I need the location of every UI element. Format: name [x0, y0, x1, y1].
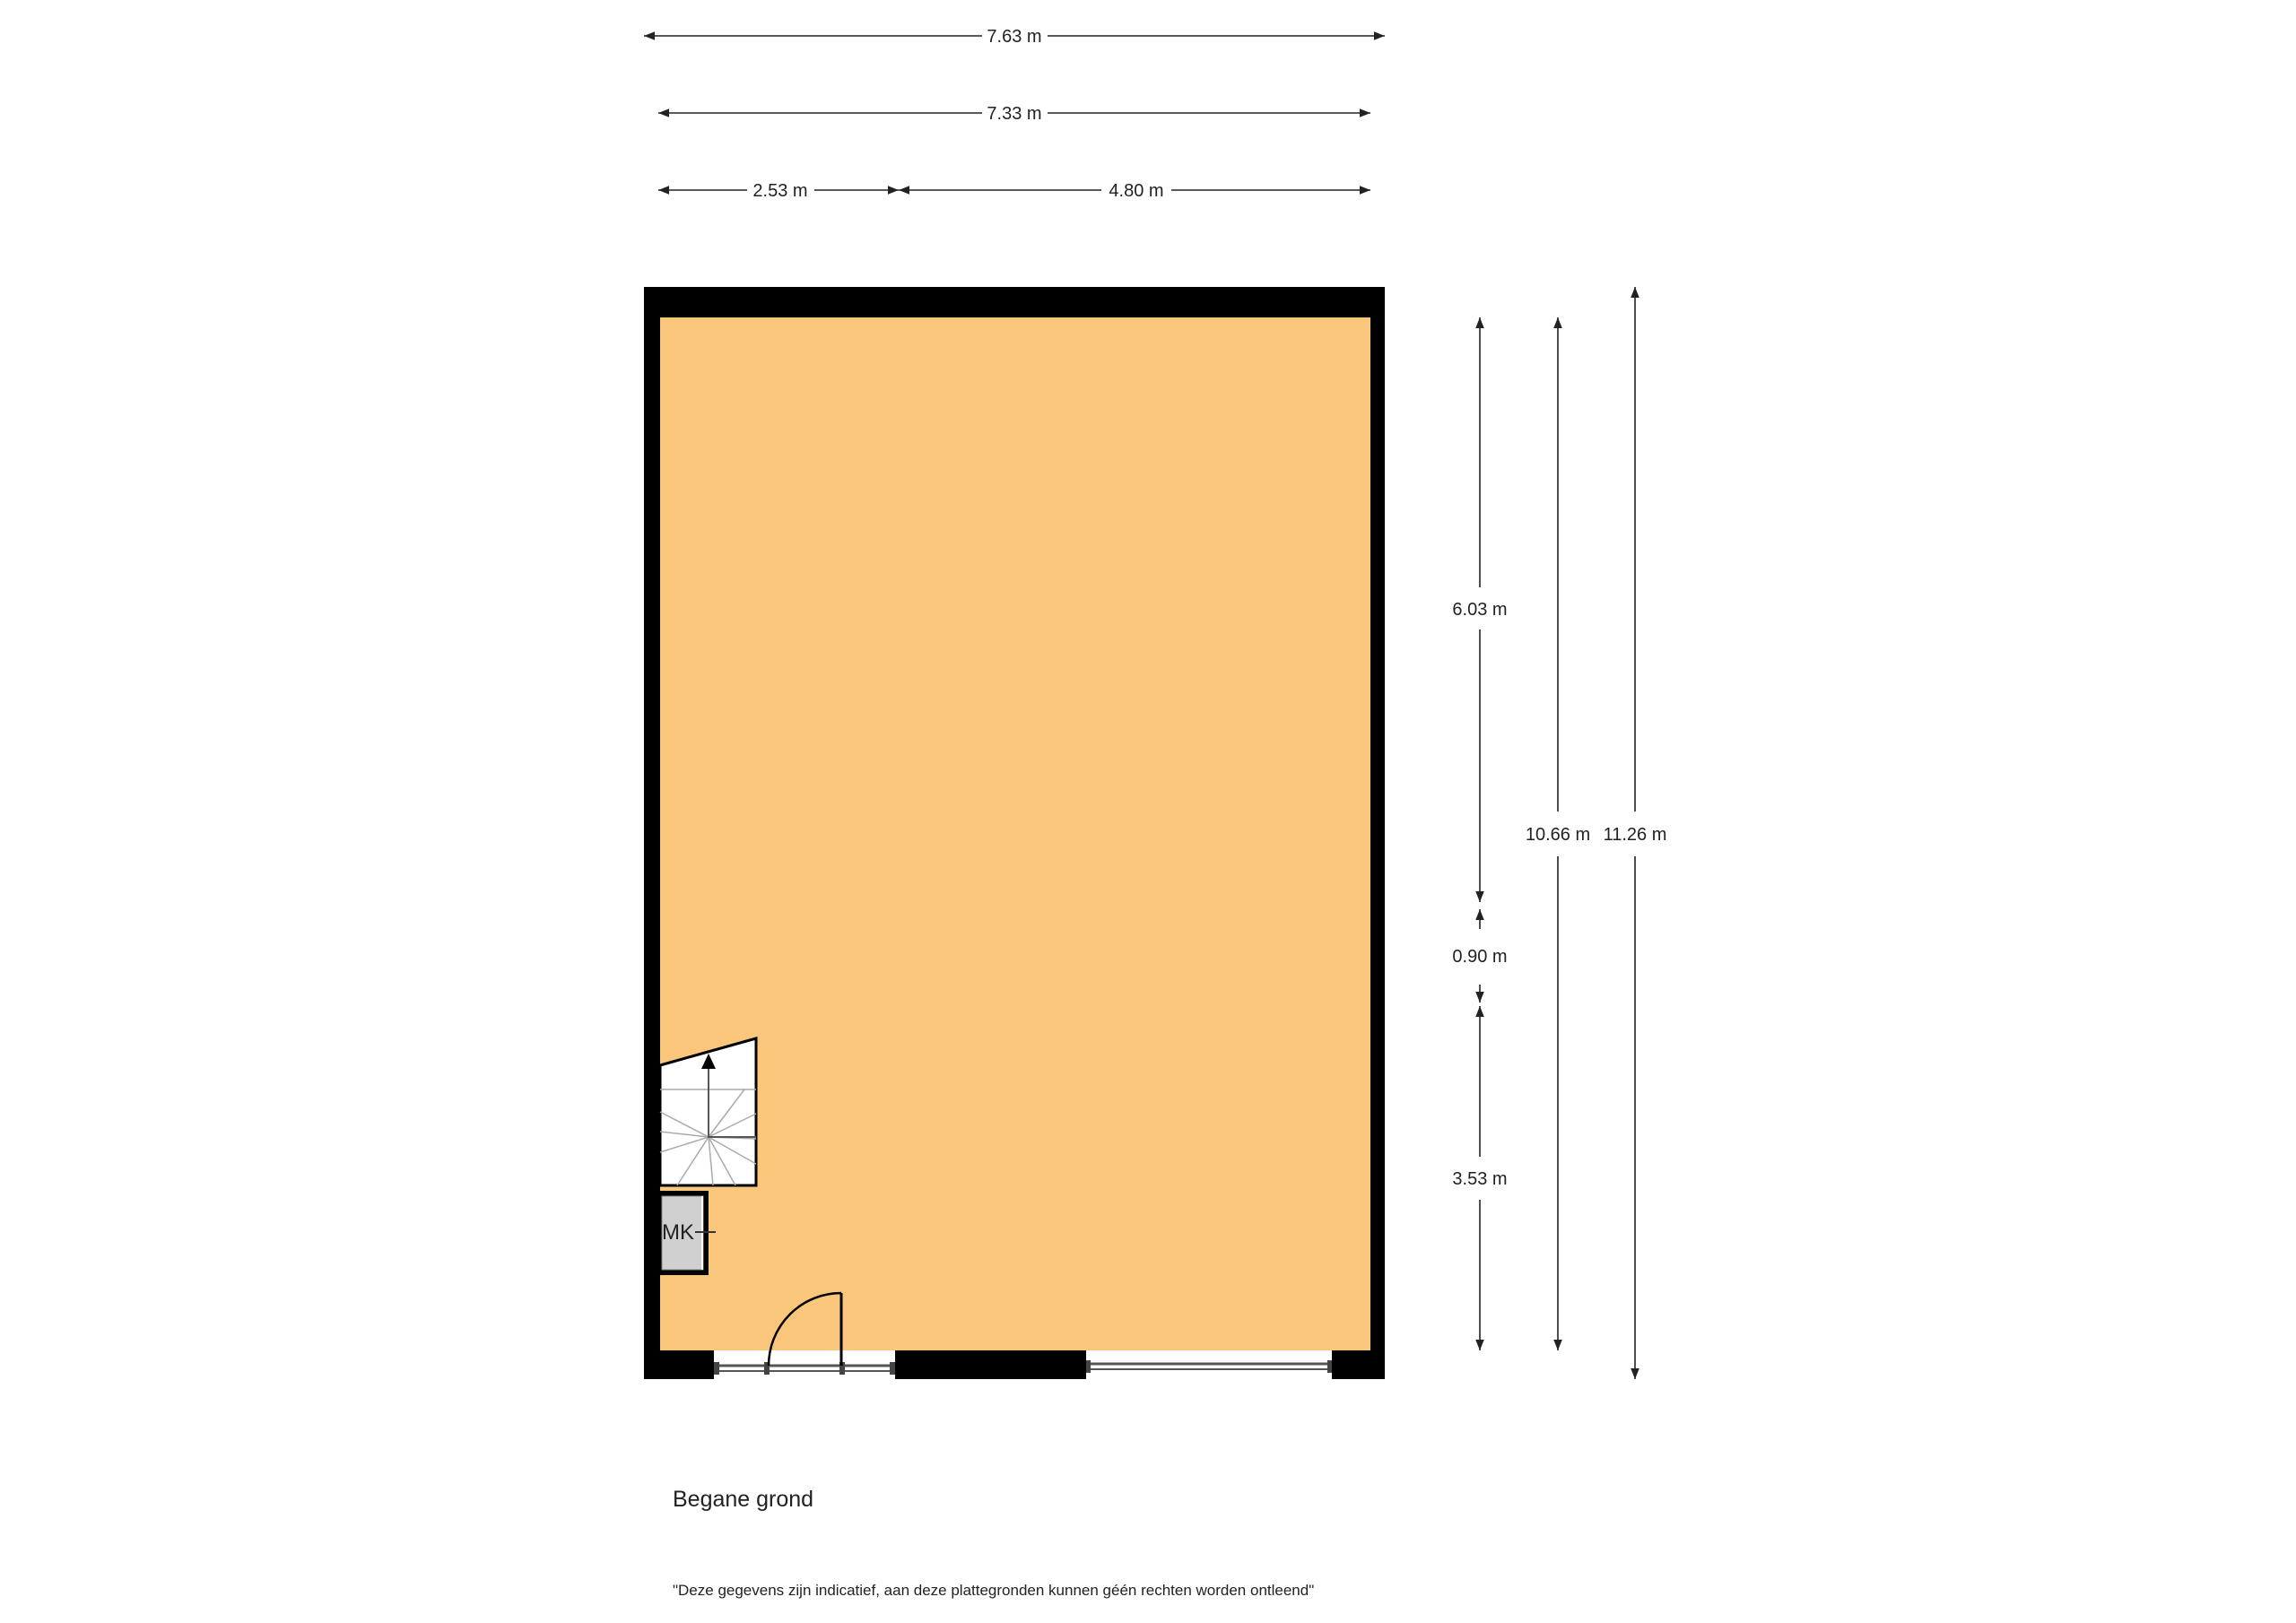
dim-right-lower: 3.53 m — [1452, 1169, 1508, 1189]
dim-outer-height: 11.26 m — [1603, 825, 1667, 845]
meter-cupboard — [657, 1191, 716, 1275]
horizontal-dimensions — [644, 27, 1385, 201]
dim-inner-width: 7.33 m — [987, 104, 1042, 124]
dim-left-segment: 2.53 m — [752, 181, 808, 201]
dim-right-segment: 4.80 m — [1109, 181, 1164, 201]
disclaimer: "Deze gegevens zijn indicatief, aan deze plattegronden kunnen géén rechten worden ontleend" — [673, 1582, 1315, 1599]
floor-title: Begane grond — [673, 1487, 814, 1512]
dim-right-middle: 0.90 m — [1452, 947, 1508, 967]
dim-right-upper: 6.03 m — [1452, 600, 1508, 620]
building-outline — [644, 287, 1385, 1379]
floor-area — [660, 317, 1370, 1350]
vertical-dimensions — [1452, 287, 1666, 1379]
dim-outer-width: 7.63 m — [987, 27, 1042, 47]
staircase — [660, 1038, 756, 1185]
dim-inner-height: 10.66 m — [1525, 825, 1591, 845]
meter-cupboard-label: MK — [662, 1220, 694, 1245]
